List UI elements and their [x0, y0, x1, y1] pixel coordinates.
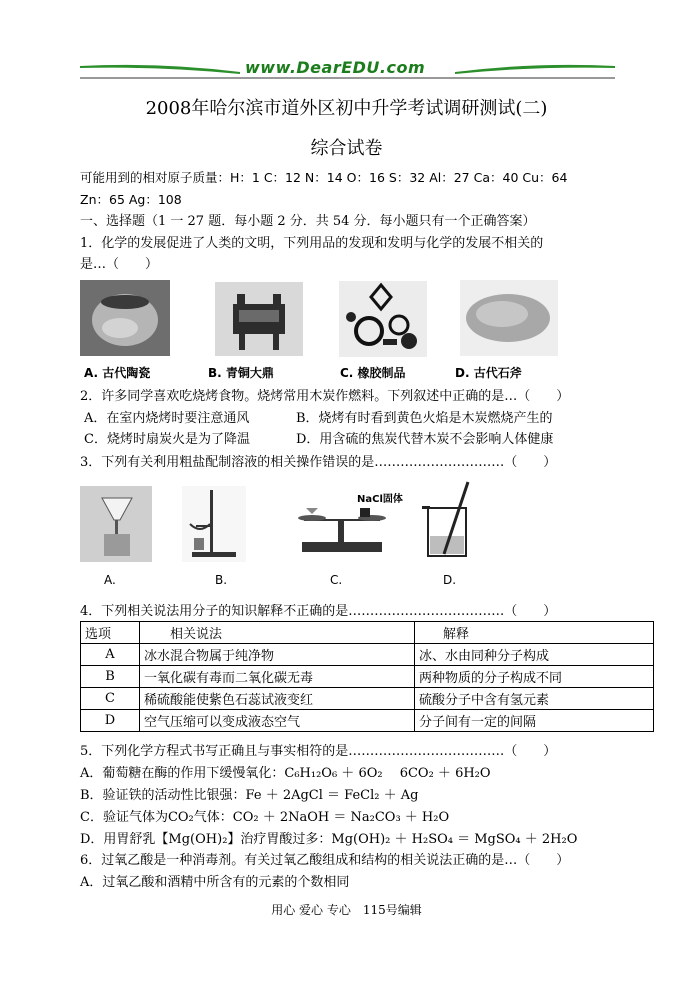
q4-table: [80, 621, 654, 732]
evaporation-stand-image: [182, 486, 246, 562]
atomic-mass-line-2: Zn：65 Ag：108: [80, 192, 182, 207]
balance-scale-image: [294, 502, 390, 558]
q2-option-a: A．在室内烧烤时要注意通风: [84, 411, 250, 426]
table-cell: A: [81, 644, 140, 666]
q1-stem-line-1: 1．化学的发展促进了人类的文明，下列用品的发现和发明与化学的发展不相关的: [80, 236, 544, 251]
q3-option-d: D.: [443, 573, 457, 587]
q1-option-b: B. 青铜大鼎: [208, 366, 274, 380]
q1-option-d: D. 古代石斧: [455, 366, 522, 380]
q3-option-a: A.: [104, 573, 116, 587]
table-row: [81, 644, 654, 666]
table-header-row: [81, 622, 654, 644]
page-subtitle: 综合试卷: [310, 138, 383, 159]
q2-option-c: C．烧烤时扇炭火是为了降温: [84, 432, 250, 447]
q6-option-a: A．过氧乙酸和酒精中所含有的元素的个数相同: [80, 875, 350, 890]
table-cell: 硫酸分子中含有氢元素: [415, 688, 654, 710]
q1-option-a: A. 古代陶瓷: [84, 366, 151, 380]
stone-axe-image: [460, 280, 558, 356]
table-cell: C: [81, 688, 140, 710]
q1-option-c: C. 橡胶制品: [340, 366, 406, 380]
table-header-cell: 选项: [81, 622, 140, 644]
q2-stem: 2．许多同学喜欢吃烧烤食物。烧烤常用木炭作燃料。下列叙述中正确的是…（ ）: [80, 389, 570, 404]
table-cell: 冰、水由同种分子构成: [415, 644, 654, 666]
table-cell: 空气压缩可以变成液态空气: [140, 710, 415, 732]
site-logo[interactable]: www.DearEDU.com: [245, 58, 426, 77]
q6-stem: 6．过氧乙酸是一种消毒剂。有关过氧乙酸组成和结构的相关说法正确的是…（ ）: [80, 853, 570, 868]
table-row: [81, 710, 654, 732]
pottery-image: [80, 280, 170, 356]
page-title: 2008年哈尔滨市道外区初中升学考试调研测试(二): [145, 98, 548, 119]
q5-option-b: B．验证铁的活动性比银强：Fe ＋ 2AgCl ＝ FeCl₂ ＋ Ag: [80, 788, 419, 803]
rubber-products-image: [339, 281, 427, 357]
table-cell: D: [81, 710, 140, 732]
section-heading: 一、选择题（1 一 27 题．每小题 2 分．共 54 分．每小题只有一个正确答案）: [80, 214, 536, 229]
q5-option-c: C．验证气体为CO₂气体：CO₂ ＋ 2NaOH ＝ Na₂CO₃ ＋ H₂O: [80, 810, 450, 825]
table-row: [81, 688, 654, 710]
site-header: [80, 54, 615, 82]
q3-option-b: B.: [215, 573, 228, 587]
table-row: [81, 666, 654, 688]
filtration-image: [80, 486, 152, 562]
q2-option-b: B．烧烤有时看到黄色火焰是木炭燃烧产生的: [296, 411, 553, 426]
q1-stem-line-2: 是…（ ）: [80, 257, 159, 272]
table-cell: 一氧化碳有毒而二氧化碳无毒: [140, 666, 415, 688]
q3-option-c: C.: [330, 573, 343, 587]
nacl-label: NaCl固体: [357, 494, 403, 505]
beaker-stirring-image: [420, 478, 482, 562]
page-footer: 用心 爱心 专心 115号编辑: [271, 903, 422, 917]
table-cell: B: [81, 666, 140, 688]
table-cell: 分子间有一定的间隔: [415, 710, 654, 732]
table-cell: 稀硫酸能使紫色石蕊试液变红: [140, 688, 415, 710]
q4-stem: 4．下列相关说法用分子的知识解释不正确的是………………………………（ ）: [80, 604, 557, 619]
table-cell: 两种物质的分子构成不同: [415, 666, 654, 688]
q5-stem: 5．下列化学方程式书写正确且与事实相符的是………………………………（ ）: [80, 744, 557, 759]
table-header-cell: 相关说法: [140, 622, 415, 644]
atomic-mass-line-1: 可能用到的相对原子质量：H：1 C：12 N：14 O：16 S：32 Al：27 Ca：40 Cu：64: [80, 170, 568, 185]
q5-option-a: A．葡萄糖在酶的作用下缓慢氧化：C₆H₁₂O₆ ＋ 6O₂ 6CO₂ ＋ 6H₂O: [80, 766, 491, 781]
q3-stem: 3．下列有关利用粗盐配制溶液的相关操作错误的是…………………………（ ）: [80, 455, 557, 470]
q5-option-d: D．用胃舒乳【Mg(OH)₂】治疗胃酸过多：Mg(OH)₂ ＋ H₂SO₄ ＝ MgSO₄ ＋ 2H₂O: [80, 832, 578, 847]
table-header-cell: 解释: [415, 622, 654, 644]
bronze-ding-image: [215, 282, 303, 356]
table-cell: 冰水混合物属于纯净物: [140, 644, 415, 666]
q2-option-d: D．用含硫的焦炭代替木炭不会影响人体健康: [296, 432, 554, 447]
